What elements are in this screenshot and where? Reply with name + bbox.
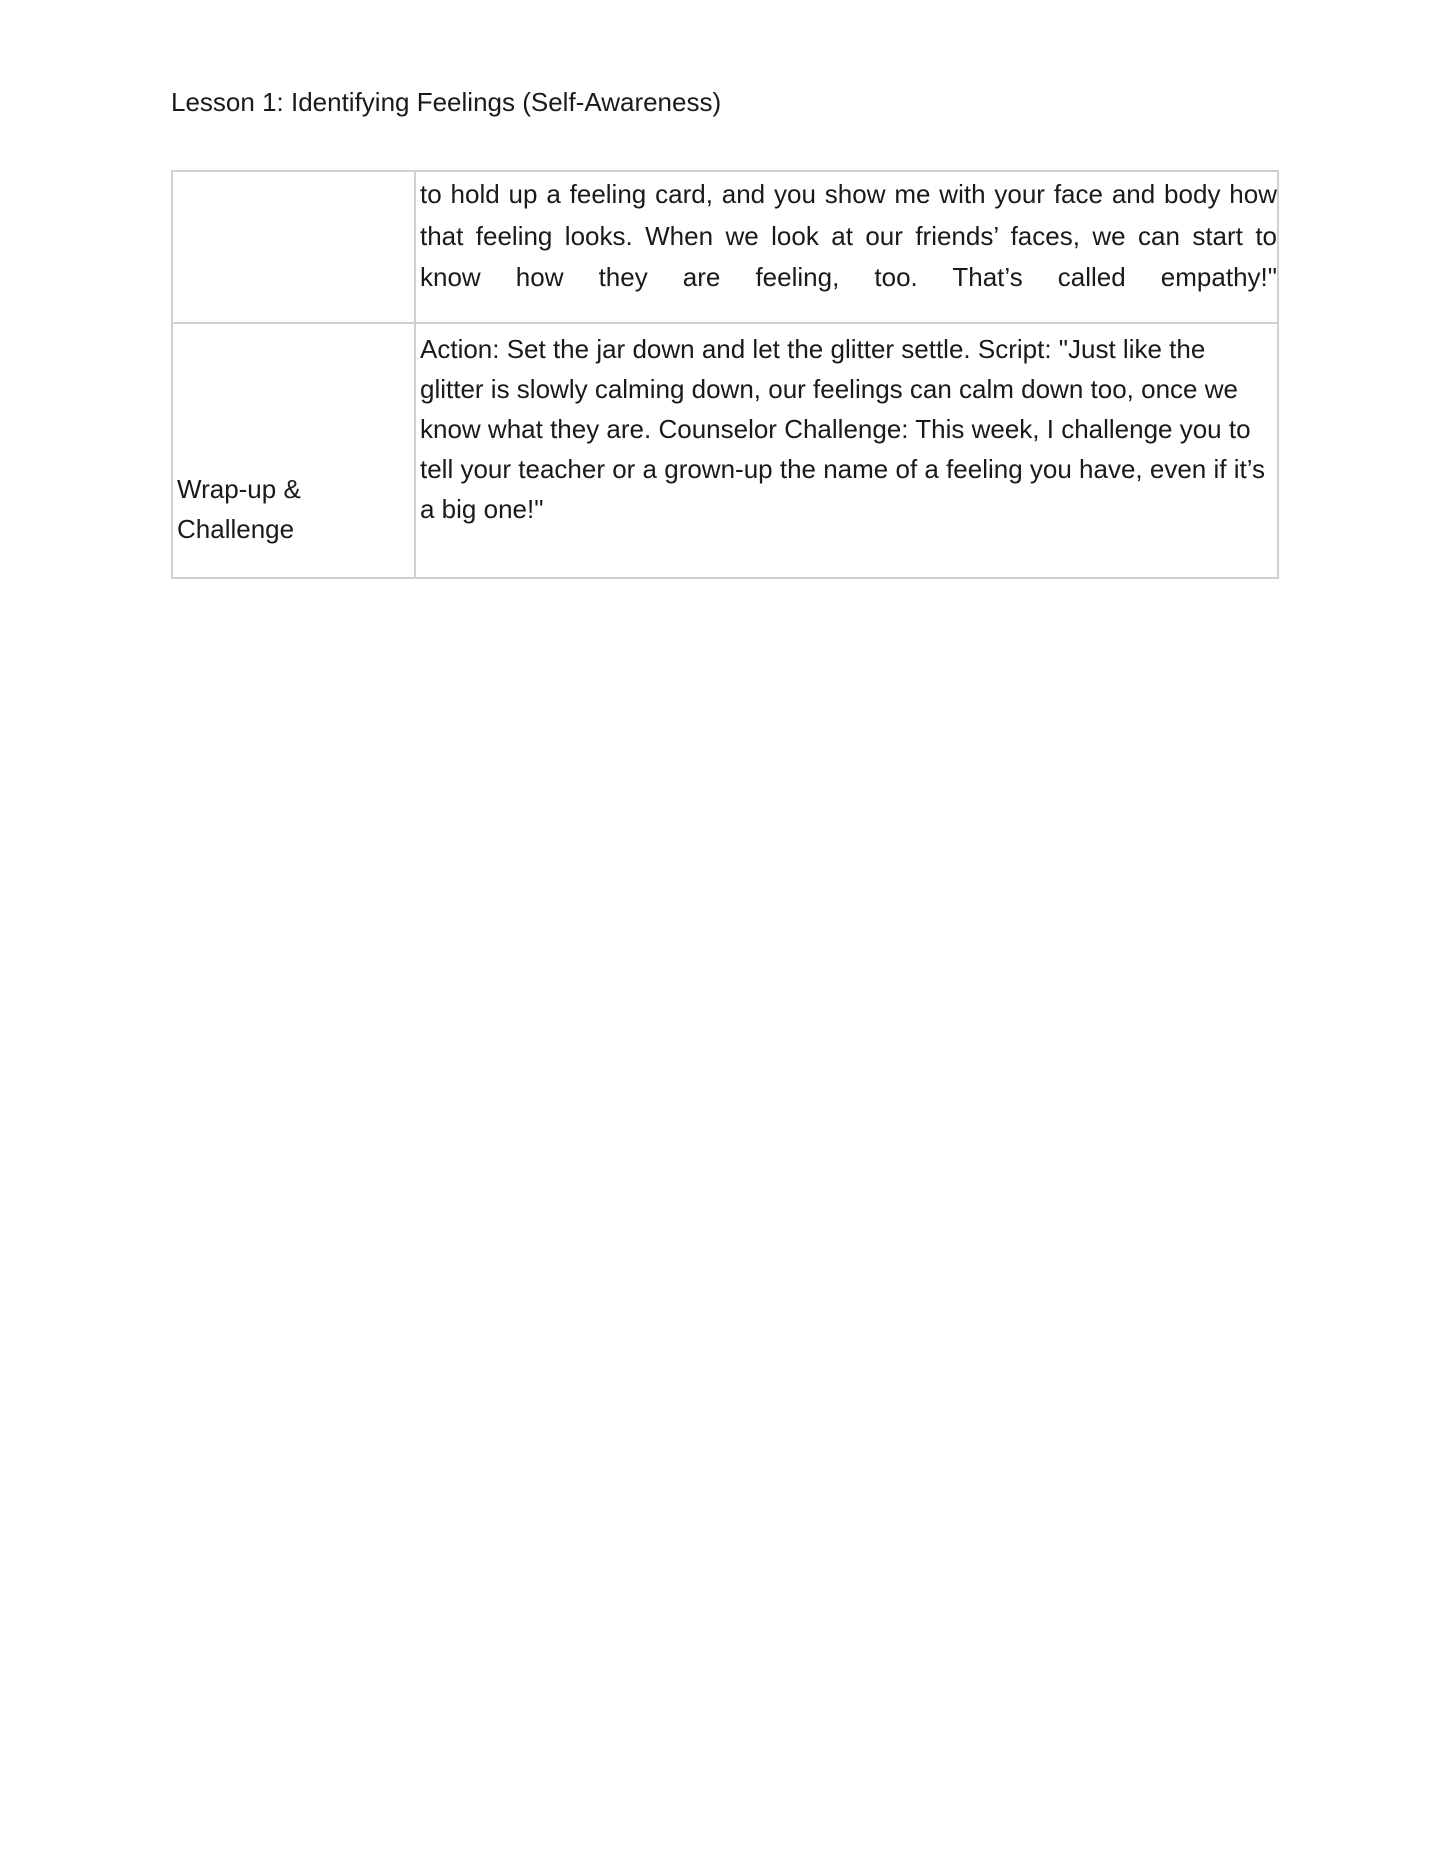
row-label: Wrap-up & Challenge bbox=[172, 323, 415, 578]
page-title: Lesson 1: Identifying Feelings (Self-Awareness) bbox=[171, 87, 722, 117]
row-content-text: to hold up a feeling card, and you show me with your face and body how that feeling looks. When we look at our friends’ faces, we can start to know how they are feeling, too. That’s called empathy!" bbox=[420, 179, 1277, 292]
lesson-table bbox=[171, 170, 1279, 579]
table-row bbox=[172, 171, 1278, 323]
row-label bbox=[172, 171, 415, 323]
row-content: Action: Set the jar down and let the glitter settle. Script: "Just like the glitter is slowly calming down, our feelings can calm down too, once we know what they are. Counselor Challenge: This week, I challenge you to tell your teacher or a grown-up the name of a feeling you have, even if it’s a big one!" bbox=[415, 323, 1278, 578]
table-row bbox=[172, 323, 1278, 578]
row-content bbox=[415, 171, 1278, 323]
